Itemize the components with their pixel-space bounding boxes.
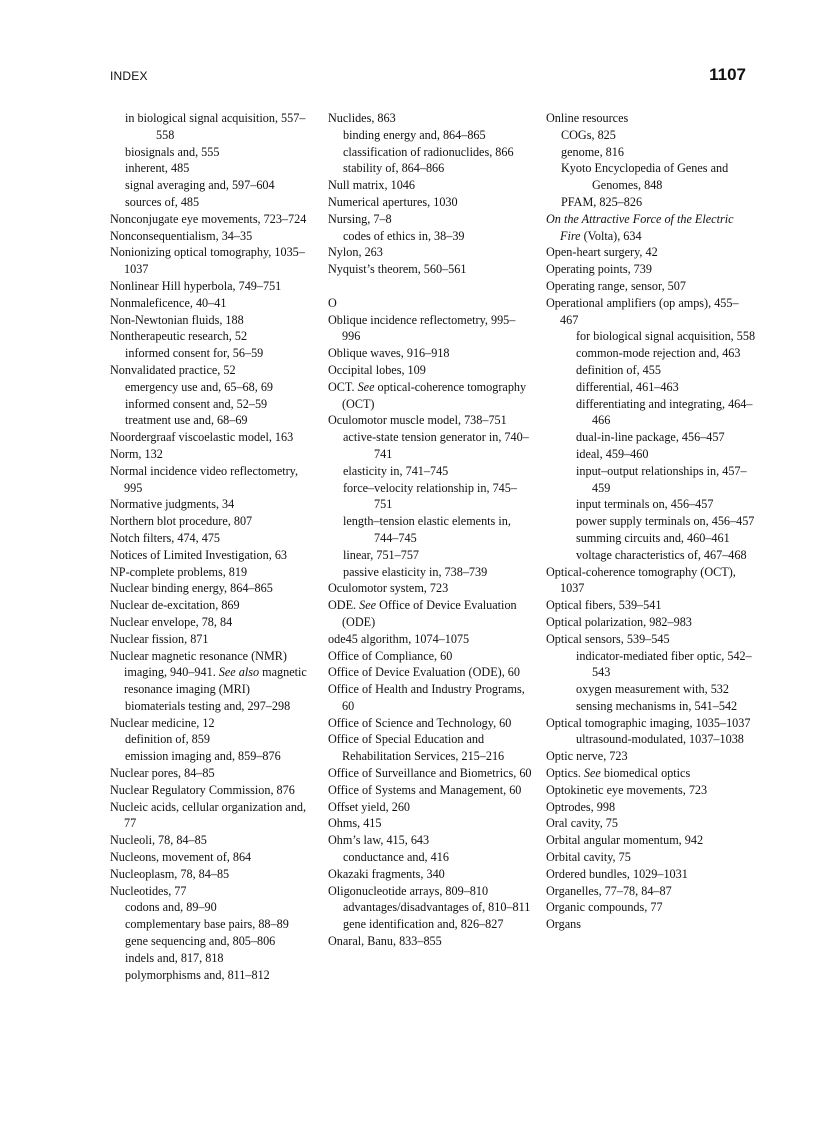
entry-text: Oculomotor system, 723	[328, 581, 449, 596]
entry-text: Office of Systems and Management, 60	[328, 782, 522, 797]
entry-text: Nonlinear Hill hyperbola, 749–751	[110, 278, 282, 293]
entry-text: dual-in-line package, 456–457	[576, 430, 725, 445]
entry-text: Optokinetic eye movements, 723	[546, 782, 708, 797]
index-column-2	[328, 110, 533, 950]
entry-text: differentiating and integrating, 464–466	[576, 396, 753, 428]
index-subentry	[546, 379, 756, 396]
index-entry	[328, 362, 533, 379]
index-entry	[110, 211, 315, 228]
index-entry	[110, 564, 315, 581]
index-entry	[546, 110, 756, 127]
page-header	[110, 66, 746, 88]
entry-text: definition of, 455	[576, 362, 661, 377]
index-subentry	[328, 127, 533, 144]
index-entry	[546, 715, 756, 732]
index-subentry	[110, 160, 315, 177]
entry-text: Nonvalidated practice, 52	[110, 362, 236, 377]
entry-text: informed consent and, 52–59	[125, 396, 268, 411]
entry-text: classification of radionuclides, 866	[343, 144, 514, 159]
entry-text: inherent, 485	[125, 161, 190, 176]
entry-text: Onaral, Banu, 833–855	[328, 934, 442, 949]
entry-text: (Volta), 634	[580, 228, 642, 243]
entry-text: power supply terminals on, 456–457	[576, 514, 755, 529]
index-subentry	[546, 463, 756, 497]
entry-text: length–tension elastic elements in, 744–745	[343, 514, 511, 545]
entry-text: Northern blot procedure, 807	[110, 514, 253, 529]
index-subentry	[110, 950, 315, 967]
entry-text: Nucleoli, 78, 84–85	[110, 833, 207, 848]
entry-text: Notch filters, 474, 475	[110, 530, 221, 545]
entry-text: Nylon, 263	[328, 245, 383, 260]
entry-text: Optical sensors, 539–545	[546, 631, 670, 646]
entry-text: Nuclides, 863	[328, 111, 396, 125]
entry-text: linear, 751–757	[343, 547, 420, 562]
entry-text: Non-Newtonian fluids, 188	[110, 312, 244, 327]
entry-text: Nucleic acids, cellular organization and, 77	[110, 799, 307, 831]
entry-text: Optical fibers, 539–541	[546, 598, 662, 613]
index-letter-heading: O	[328, 295, 337, 310]
entry-text: voltage characteristics of, 467–468	[576, 547, 747, 562]
entry-text: indels and, 817, 818	[125, 950, 224, 965]
entry-text: Optical-coherence tomography (OCT), 1037	[546, 564, 736, 596]
entry-title-italic: On the Attractive Force of the Electric Fire	[546, 211, 734, 243]
entry-text: Office of Surveillance and Biometrics, 60	[328, 766, 532, 781]
index-entry	[546, 244, 756, 261]
entry-text: emission imaging and, 859–876	[125, 749, 281, 764]
index-entry	[328, 379, 533, 413]
index-entry	[110, 463, 315, 497]
index-subentry	[110, 967, 315, 984]
index-column-1	[110, 110, 315, 983]
entry-text: sources of, 485	[125, 194, 200, 209]
see-target: magnetic resonance imaging (MRI)	[124, 665, 307, 697]
index-entry	[110, 715, 315, 732]
index-entry	[110, 580, 315, 597]
entry-text: Nonmaleficence, 40–41	[110, 295, 227, 310]
index-entry	[110, 883, 315, 900]
index-entry	[546, 614, 756, 631]
entry-text: Nyquist’s theorem, 560–561	[328, 262, 467, 277]
index-entry	[546, 849, 756, 866]
index-entry	[328, 782, 533, 799]
entry-text: Online resources	[546, 111, 629, 125]
index-entry	[328, 211, 533, 228]
entry-text: Optrodes, 998	[546, 799, 616, 814]
entry-text: Nuclear Regulatory Commission, 876	[110, 782, 295, 797]
index-subentry	[328, 480, 533, 514]
index-entry	[328, 312, 533, 346]
entry-text: ode45 algorithm, 1074–1075	[328, 631, 470, 646]
entry-text: Optic nerve, 723	[546, 749, 628, 764]
entry-text: Nuclear pores, 84–85	[110, 766, 215, 781]
entry-text: input–output relationships in, 457–459	[576, 463, 747, 495]
entry-text: Nonconsequentialism, 34–35	[110, 228, 253, 243]
entry-text: definition of, 859	[125, 732, 210, 747]
index-subentry	[110, 698, 315, 715]
entry-text: Normative judgments, 34	[110, 497, 235, 512]
index-entry	[546, 211, 756, 245]
entry-text: signal averaging and, 597–604	[125, 178, 275, 193]
entry-text: Orbital cavity, 75	[546, 850, 631, 865]
entry-text: elasticity in, 741–745	[343, 463, 449, 478]
index-entry	[110, 513, 315, 530]
index-subentry	[110, 731, 315, 748]
index-subentry	[546, 513, 756, 530]
see-target: Office of Device Evaluation (ODE)	[342, 598, 517, 629]
entry-text: Nuclear medicine, 12	[110, 715, 215, 730]
entry-text: Orbital angular momentum, 942	[546, 833, 704, 848]
entry-text: treatment use and, 68–69	[125, 413, 248, 428]
index-entry	[110, 849, 315, 866]
index-subentry	[110, 396, 315, 413]
index-entry	[110, 866, 315, 883]
index-entry	[110, 496, 315, 513]
index-entry	[110, 799, 315, 833]
entry-text: Ohm’s law, 415, 643	[328, 833, 430, 848]
entry-text: Optical polarization, 982–983	[546, 614, 692, 629]
index-entry	[110, 765, 315, 782]
entry-text: in biological signal acquisition, 557–558	[125, 111, 306, 142]
entry-text: gene sequencing and, 805–806	[125, 934, 276, 949]
entry-text: biomaterials testing and, 297–298	[125, 698, 291, 713]
entry-text: force–velocity relationship in, 745–751	[343, 480, 517, 512]
entry-text: Organelles, 77–78, 84–87	[546, 883, 672, 898]
entry-text: Null matrix, 1046	[328, 178, 415, 193]
index-subentry	[546, 396, 756, 430]
index-entry	[546, 597, 756, 614]
index-subentry	[328, 228, 533, 245]
index-entry	[546, 295, 756, 329]
entry-text: Oligonucleotide arrays, 809–810	[328, 883, 489, 898]
entry-text: Organs	[546, 917, 581, 932]
index-entry	[546, 564, 756, 598]
index-subentry	[328, 463, 533, 480]
entry-text: ultrasound-modulated, 1037–1038	[576, 732, 744, 747]
entry-text: Ordered bundles, 1029–1031	[546, 866, 688, 881]
entry-text: advantages/disadvantages of, 810–811	[343, 900, 531, 915]
running-head: INDEX	[110, 69, 148, 83]
index-entry	[328, 631, 533, 648]
index-subentry	[110, 345, 315, 362]
index-entry	[328, 799, 533, 816]
entry-text: codons and, 89–90	[125, 900, 217, 915]
entry-text: Nuclear envelope, 78, 84	[110, 614, 233, 629]
index-entry	[328, 261, 533, 278]
entry-text: Nonionizing optical tomography, 1035–1037	[110, 245, 305, 277]
index-entry	[110, 362, 315, 379]
entry-text: Nursing, 7–8	[328, 211, 392, 226]
index-entry	[328, 715, 533, 732]
index-entry	[328, 345, 533, 362]
entry-text: Office of Compliance, 60	[328, 648, 453, 663]
index-entry	[110, 530, 315, 547]
index-subentry	[328, 144, 533, 161]
index-subentry	[546, 194, 756, 211]
see-target: optical-coherence tomography (OCT)	[342, 379, 527, 411]
index-entry	[546, 799, 756, 816]
entry-text: Noordergraaf viscoelastic model, 163	[110, 430, 294, 445]
entry-text: Optics.	[546, 766, 581, 781]
entry-text: ideal, 459–460	[576, 446, 649, 461]
index-entry	[546, 782, 756, 799]
entry-text: Office of Health and Industry Programs, 60	[328, 682, 525, 713]
index-entry	[110, 244, 315, 278]
index-subentry	[328, 564, 533, 581]
entry-text: complementary base pairs, 88–89	[125, 917, 289, 932]
index-entry	[328, 664, 533, 681]
index-entry	[328, 765, 533, 782]
entry-text: Nontherapeutic research, 52	[110, 329, 248, 344]
entry-text: genome, 816	[561, 144, 624, 159]
see-reference: See	[357, 379, 375, 394]
index-subentry	[546, 328, 756, 345]
entry-text: Nucleons, movement of, 864	[110, 850, 252, 865]
index-entry	[546, 883, 756, 900]
entry-text: Oculomotor muscle model, 738–751	[328, 413, 507, 428]
entry-text: Occipital lobes, 109	[328, 362, 426, 377]
index-entry	[110, 446, 315, 463]
entry-text: Open-heart surgery, 42	[546, 245, 658, 260]
index-entry	[110, 614, 315, 631]
entry-text: passive elasticity in, 738–739	[343, 564, 488, 579]
index-subentry	[546, 127, 756, 144]
index-entry	[110, 547, 315, 564]
entry-text: Nucleoplasm, 78, 84–85	[110, 866, 230, 881]
entry-text: Office of Device Evaluation (ODE), 60	[328, 665, 520, 680]
index-entry	[546, 765, 756, 782]
entry-text: Office of Science and Technology, 60	[328, 715, 512, 730]
entry-text: polymorphisms and, 811–812	[125, 967, 270, 982]
index-subentry	[328, 849, 533, 866]
entry-text: Notices of Limited Investigation, 63	[110, 547, 288, 562]
entry-text: gene identification and, 826–827	[343, 917, 504, 932]
index-subentry	[546, 698, 756, 715]
index-entry	[328, 412, 533, 429]
index-column-3	[546, 110, 756, 933]
entry-text: active-state tension generator in, 740–741	[343, 430, 529, 461]
entry-text: Offset yield, 260	[328, 799, 411, 814]
entry-text: ODE.	[328, 598, 357, 613]
index-entry	[328, 244, 533, 261]
index-entry	[328, 110, 533, 127]
see-reference: See	[359, 598, 377, 613]
index-subentry	[110, 916, 315, 933]
entry-text: for biological signal acquisition, 558	[576, 329, 756, 344]
index-subentry	[110, 379, 315, 396]
entry-text: common-mode rejection and, 463	[576, 346, 741, 361]
index-subentry	[328, 899, 533, 916]
index-entry	[328, 866, 533, 883]
entry-text: differential, 461–463	[576, 379, 679, 394]
index-entry	[110, 295, 315, 312]
entry-text: sensing mechanisms in, 541–542	[576, 698, 738, 713]
index-entry	[328, 597, 533, 631]
index-subentry	[110, 899, 315, 916]
index-entry	[546, 866, 756, 883]
index-subentry	[546, 345, 756, 362]
index-entry	[328, 933, 533, 950]
index-subentry	[328, 916, 533, 933]
index-entry	[546, 916, 756, 933]
index-entry	[546, 748, 756, 765]
index-entry	[328, 194, 533, 211]
index-subentry	[110, 933, 315, 950]
index-entry	[328, 832, 533, 849]
index-entry	[328, 815, 533, 832]
index-entry	[546, 832, 756, 849]
index-entry	[328, 731, 533, 765]
entry-text: Oral cavity, 75	[546, 816, 618, 831]
index-entry	[328, 648, 533, 665]
index-subentry	[546, 731, 756, 748]
page-number: 1107	[709, 65, 746, 84]
entry-text: Operational amplifiers (op amps), 455–467	[546, 295, 739, 327]
entry-text: indicator-mediated fiber optic, 542–543	[576, 648, 752, 680]
index-entry	[546, 815, 756, 832]
index-subentry	[110, 194, 315, 211]
index-subentry	[328, 429, 533, 463]
index-entry	[110, 648, 315, 698]
entry-text: input terminals on, 456–457	[576, 497, 714, 512]
entry-text: informed consent for, 56–59	[125, 346, 264, 361]
index-subentry	[328, 513, 533, 547]
index-subentry	[546, 160, 756, 194]
see-reference: See also	[218, 665, 260, 680]
index-entry	[546, 631, 756, 648]
entry-text: Nuclear magnetic resonance (NMR) imaging, 940–941.	[110, 648, 287, 680]
index-entry	[546, 278, 756, 295]
entry-text: binding energy and, 864–865	[343, 127, 486, 142]
entry-text: OCT.	[328, 379, 355, 394]
entry-text: Oblique waves, 916–918	[328, 346, 450, 361]
entry-text: Ohms, 415	[328, 816, 382, 831]
see-reference: See	[583, 766, 601, 781]
index-entry	[110, 328, 315, 345]
index-entry	[110, 278, 315, 295]
entry-text: PFAM, 825–826	[561, 194, 643, 209]
entry-text: Nucleotides, 77	[110, 883, 187, 898]
index-entry	[328, 883, 533, 900]
index-entry	[110, 429, 315, 446]
index-subentry	[546, 547, 756, 564]
entry-text: stability of, 864–866	[343, 161, 445, 176]
entry-text: summing circuits and, 460–461	[576, 530, 730, 545]
index-subentry	[110, 144, 315, 161]
index-subentry	[546, 362, 756, 379]
index-subentry	[546, 530, 756, 547]
entry-text: oxygen measurement with, 532	[576, 682, 729, 697]
entry-text: Numerical apertures, 1030	[328, 194, 458, 209]
entry-text: Nuclear fission, 871	[110, 631, 209, 646]
entry-text: Norm, 132	[110, 446, 163, 461]
index-entry	[546, 899, 756, 916]
index-subentry	[110, 412, 315, 429]
index-entry	[110, 832, 315, 849]
entry-text: Operating points, 739	[546, 262, 652, 277]
entry-text: emergency use and, 65–68, 69	[125, 379, 274, 394]
index-subentry	[546, 429, 756, 446]
index-subentry	[546, 144, 756, 161]
index-subentry	[328, 160, 533, 177]
index-subentry	[110, 110, 315, 144]
entry-text: biosignals and, 555	[125, 144, 220, 159]
entry-text: Okazaki fragments, 340	[328, 866, 445, 881]
entry-text: conductance and, 416	[343, 850, 449, 865]
entry-text: Organic compounds, 77	[546, 900, 663, 915]
entry-text: Nuclear binding energy, 864–865	[110, 581, 273, 596]
index-entry	[328, 681, 533, 715]
see-target: biomedical optics	[600, 766, 691, 781]
index-entry	[110, 782, 315, 799]
index-subentry	[110, 177, 315, 194]
index-entry	[110, 312, 315, 329]
index-subentry	[546, 496, 756, 513]
index-entry	[546, 261, 756, 278]
entry-text: Nonconjugate eye movements, 723–724	[110, 211, 307, 226]
entry-text: Normal incidence video reflectometry, 995	[110, 463, 299, 495]
entry-text: codes of ethics in, 38–39	[343, 228, 465, 243]
index-subentry	[546, 446, 756, 463]
entry-text: COGs, 825	[561, 127, 616, 142]
index-entry	[110, 631, 315, 648]
entry-text: Office of Special Education and Rehabilitation Services, 215–216	[328, 732, 505, 764]
index-entry	[328, 580, 533, 597]
entry-text: Oblique incidence reflectometry, 995–996	[328, 312, 516, 344]
index-subentry	[546, 648, 756, 682]
entry-text: Operating range, sensor, 507	[546, 278, 686, 293]
index-subentry	[328, 547, 533, 564]
index-subentry	[110, 748, 315, 765]
entry-text: NP-complete problems, 819	[110, 564, 248, 579]
index-entry	[110, 228, 315, 245]
entry-text: Optical tomographic imaging, 1035–1037	[546, 715, 751, 730]
entry-text: Kyoto Encyclopedia of Genes and Genomes, 848	[561, 161, 729, 193]
index-subentry	[546, 681, 756, 698]
index-entry	[328, 177, 533, 194]
index-entry	[110, 597, 315, 614]
entry-text: Nuclear de-excitation, 869	[110, 598, 240, 613]
